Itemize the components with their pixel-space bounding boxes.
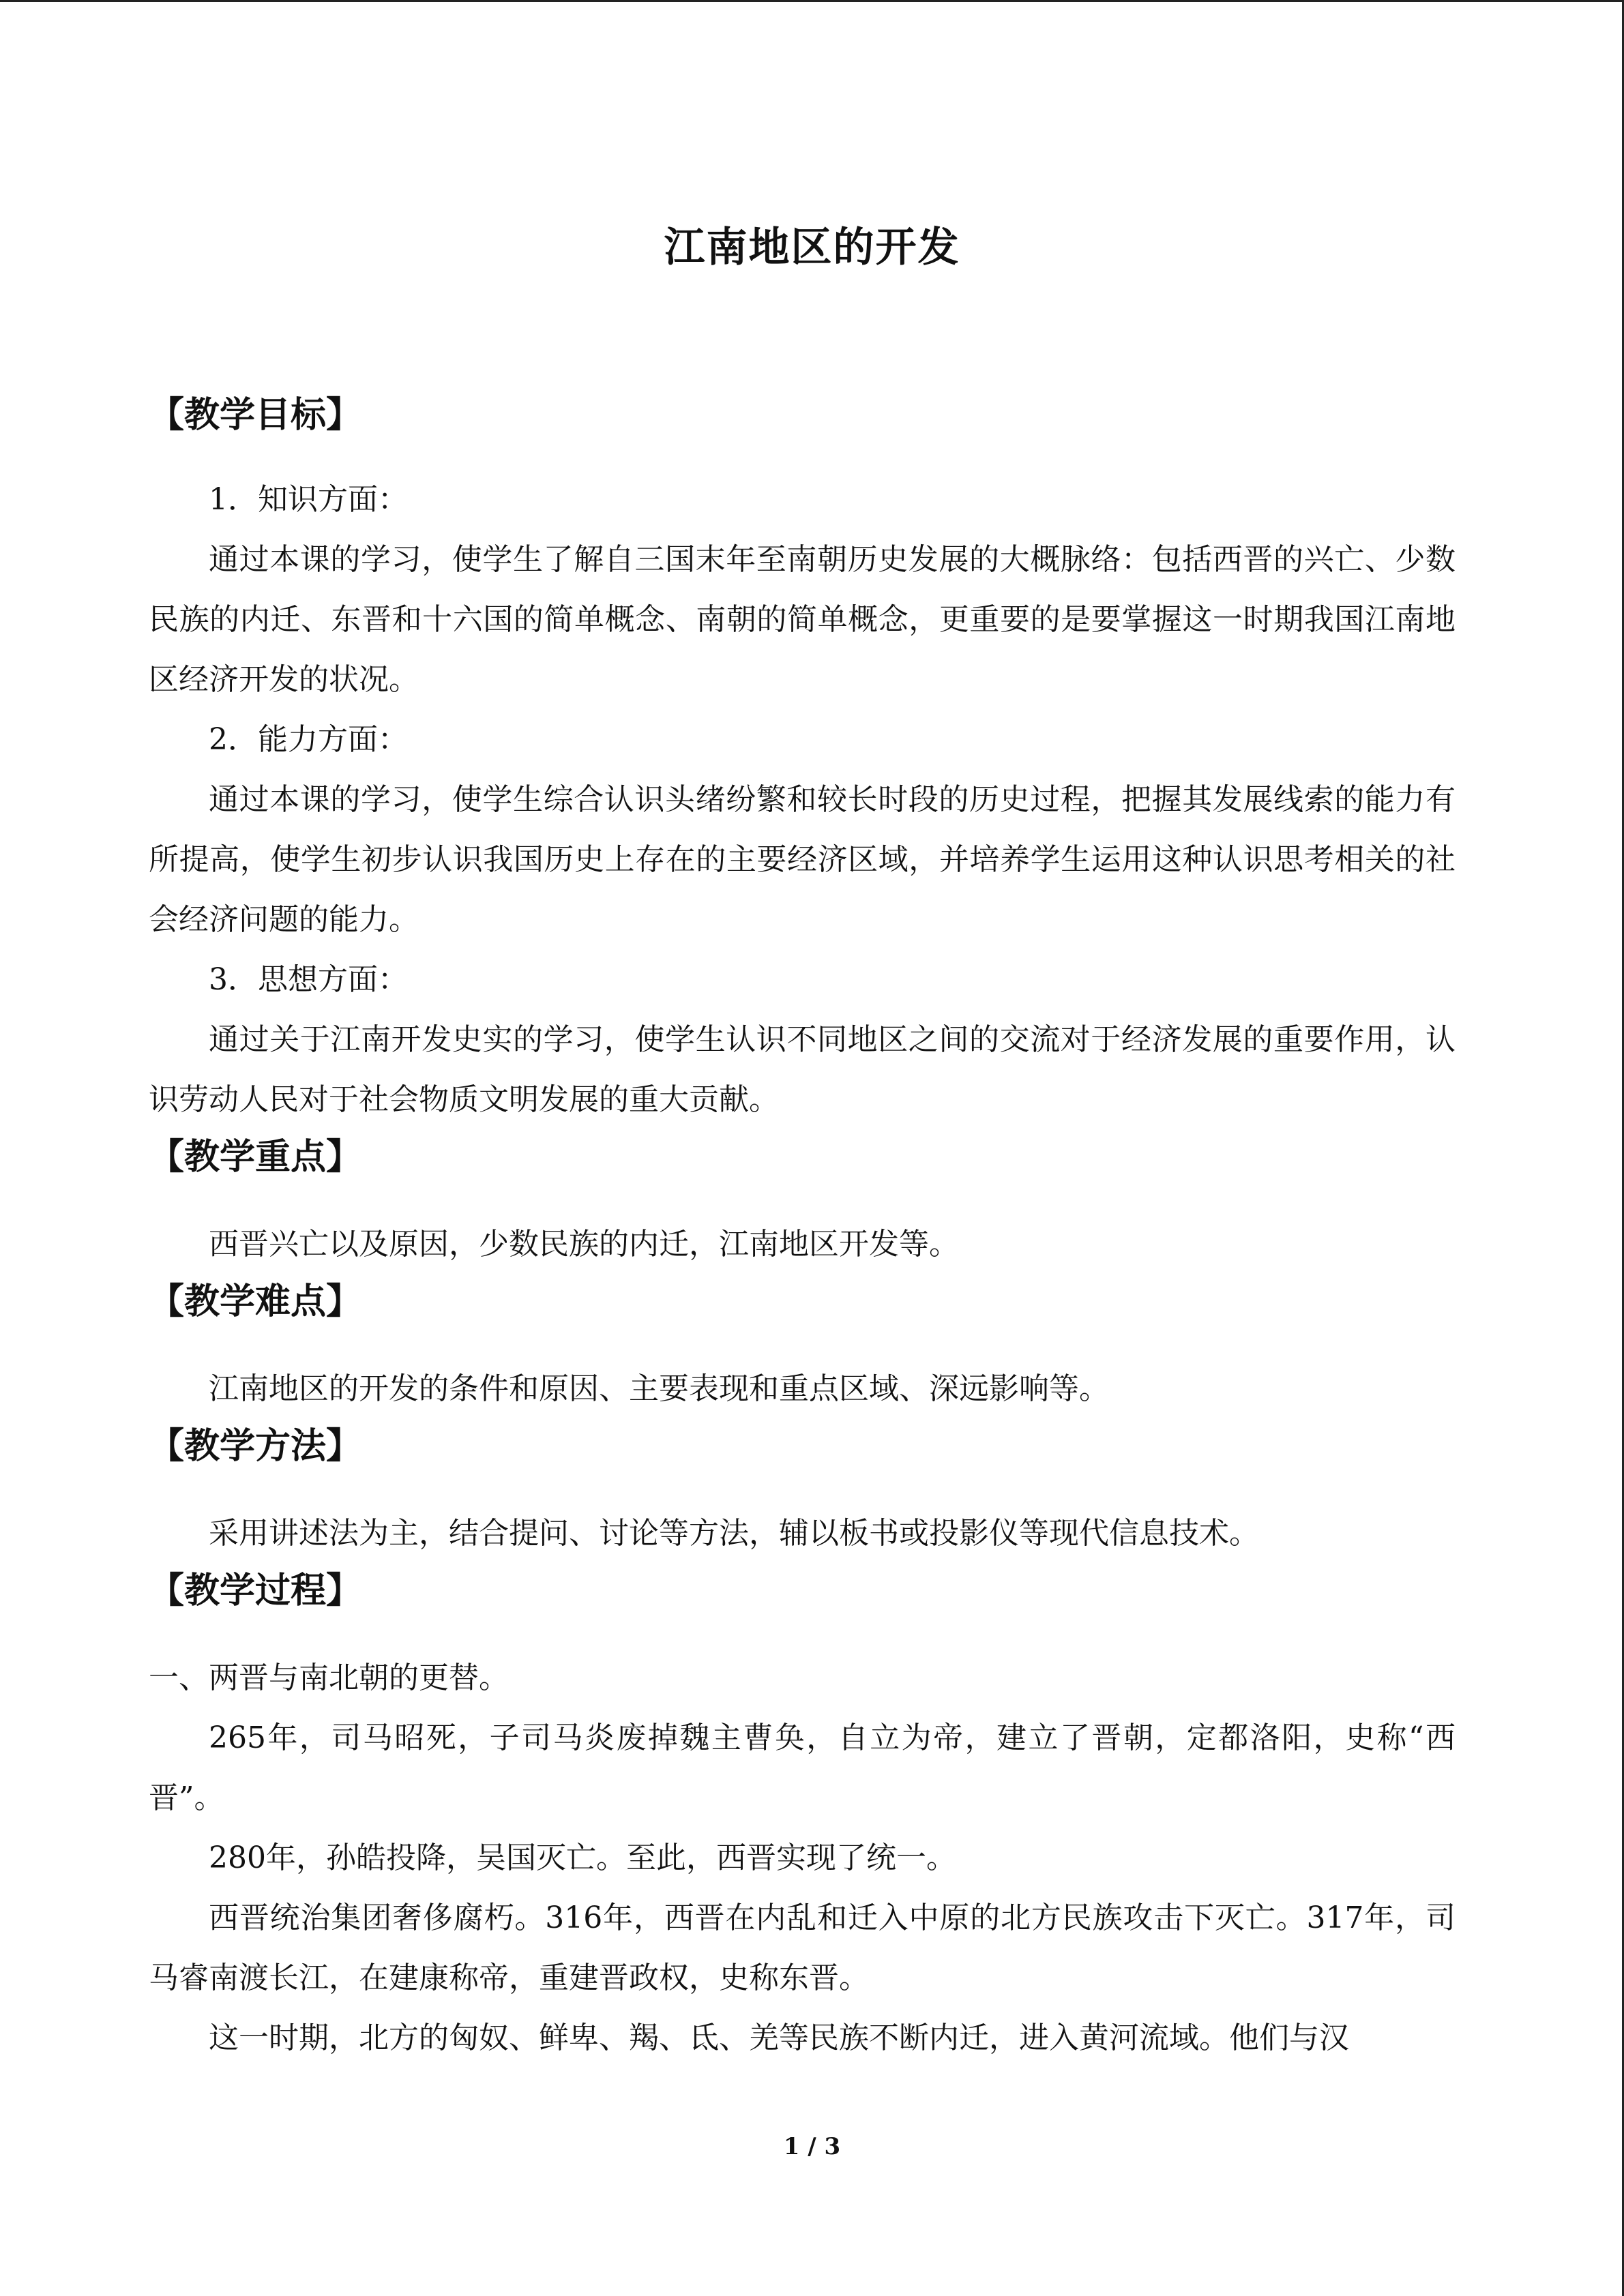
methods-text: 采用讲述法为主，结合提问、讨论等方法，辅以板书或投影仪等现代信息技术。 — [209, 1516, 1259, 1551]
process-paragraph-3: 西晋统治集团奢侈腐朽。316年，西晋在内乱和迁入中原的北方民族攻击下灭亡。317年，司马睿南渡长江，在建康称帝，重建晋政权，史称东晋。 — [149, 1900, 1456, 1995]
process-subheading-1: 一、两晋与南北朝的更替。 — [149, 1660, 509, 1695]
goals-ability-text: 通过本课的学习，使学生综合认识头绪纷繁和较长时段的历史过程，把握其发展线索的能力有所提高，使学生初步认识我国历史上存在的主要经济区域，并培养学生运用这种认识思考相关的社会经济问题的能力。 — [149, 782, 1456, 937]
section-heading-methods: 【教学方法】 — [149, 1425, 362, 1467]
section-heading-key-points: 【教学重点】 — [149, 1136, 362, 1178]
page-number: 1 / 3 — [783, 2133, 841, 2160]
goals-thought-label: 3．思想方面： — [209, 962, 408, 997]
goals-ability-label: 2．能力方面： — [209, 722, 408, 757]
process-paragraph-1: 265年，司马昭死，子司马炎废掉魏主曹奂，自立为帝，建立了晋朝，定都洛阳，史称“西晋”。 — [149, 1720, 1456, 1815]
process-paragraph-2: 280年，孙皓投降，吴国灭亡。至此，西晋实现了统一。 — [209, 1840, 956, 1875]
goals-knowledge-text: 通过本课的学习，使学生了解自三国末年至南朝历史发展的大概脉络：包括西晋的兴亡、少数民族的内迁、东晋和十六国的简单概念、南朝的简单概念，更重要的是要掌握这一时期我国江南地区经济开发的状况。 — [149, 542, 1456, 697]
goals-thought-text: 通过关于江南开发史实的学习，使学生认识不同地区之间的交流对于经济发展的重要作用，认识劳动人民对于社会物质文明发展的重大贡献。 — [149, 1022, 1456, 1117]
process-paragraph-4: 这一时期，北方的匈奴、鲜卑、羯、氐、羌等民族不断内迁，进入黄河流域。他们与汉 — [209, 2021, 1349, 2055]
goals-knowledge-label: 1．知识方面： — [209, 482, 408, 517]
document-title: 江南地区的开发 — [664, 224, 960, 271]
section-heading-process: 【教学过程】 — [149, 1570, 362, 1611]
section-heading-goals: 【教学目标】 — [149, 394, 362, 436]
document-body — [149, 388, 1456, 2068]
difficulties-text: 江南地区的开发的条件和原因、主要表现和重点区域、深远影响等。 — [209, 1371, 1109, 1406]
key-points-text: 西晋兴亡以及原因，少数民族的内迁，江南地区开发等。 — [209, 1227, 959, 1262]
section-heading-difficulties: 【教学难点】 — [149, 1281, 362, 1322]
